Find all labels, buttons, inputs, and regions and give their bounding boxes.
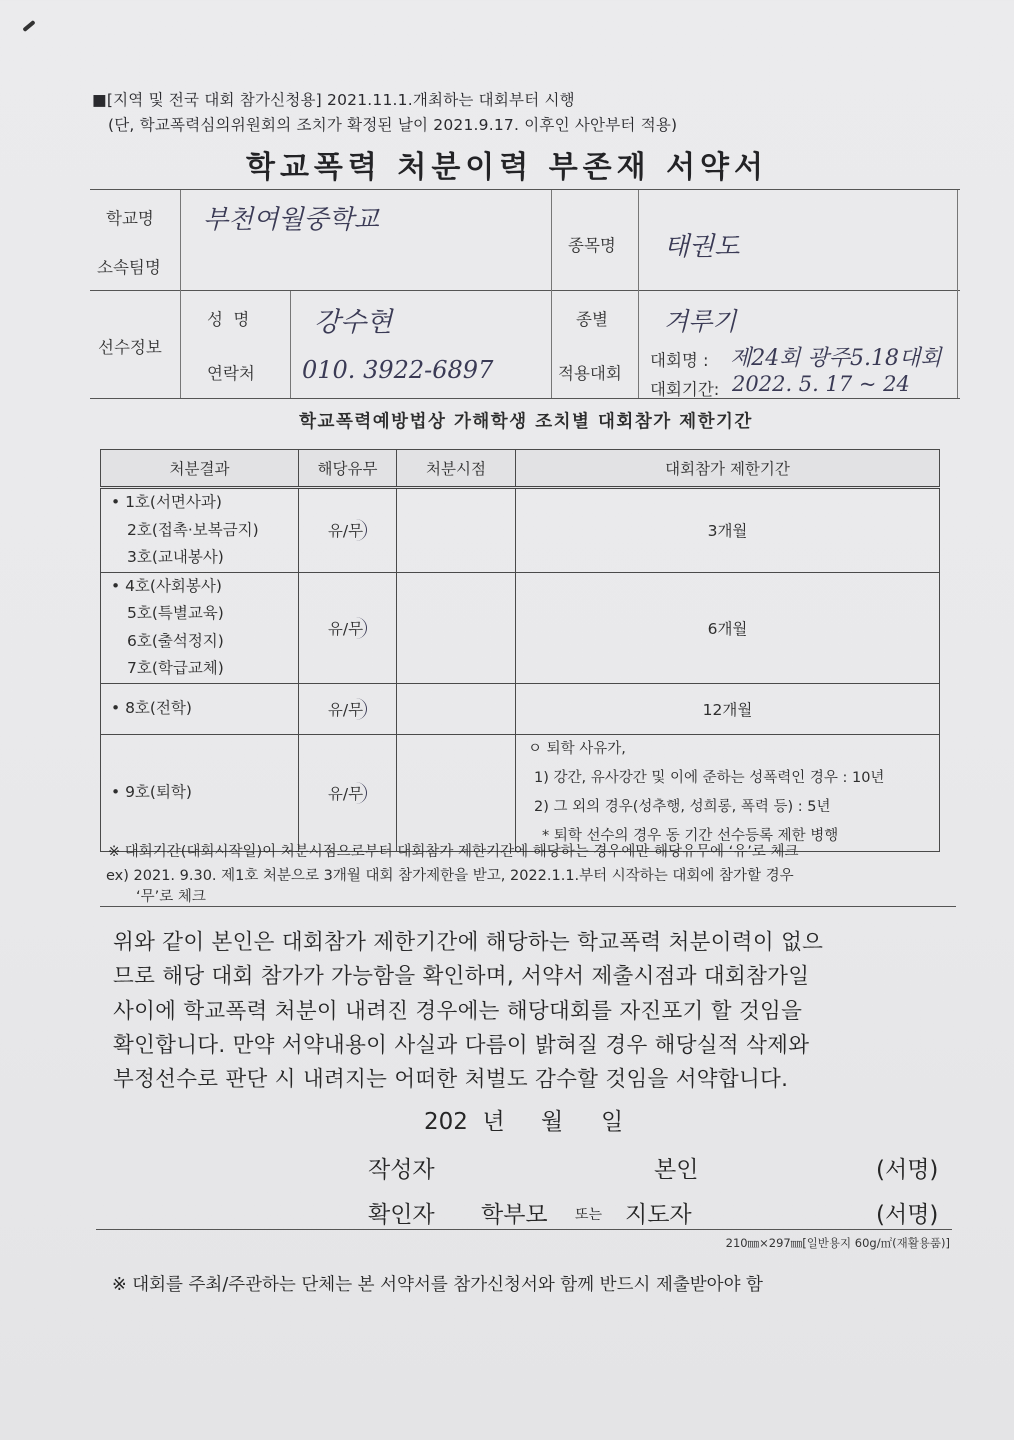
table-row [101,572,940,683]
period-cell: 12개월 [516,683,940,734]
restriction-table [100,449,940,852]
applicable-cell[interactable] [299,683,397,734]
confirmer-signature[interactable]: (서명) [876,1202,939,1228]
disposition-date-cell[interactable] [397,572,516,683]
date-month: 월 [541,1109,564,1135]
event-period-value: 2022. 5. 17 ~ 24 [732,372,910,396]
yes-no-choice[interactable]: 유/무 [328,782,367,804]
confirmer-label: 확인자 [368,1202,435,1228]
restriction-subtitle: 학교폭력예방법상 가해학생 조치별 대회참가 제한기간 [299,412,753,432]
example-note-cont: ‘무’로 체크 [136,889,206,905]
date-year: 202 년 [424,1109,505,1135]
col-applicable: 해당유무 [299,450,397,488]
result-cell [101,683,299,734]
result-item: • 8호(전학) [111,698,192,717]
sport-value: 태권도 [664,232,740,262]
footer-rule [96,1229,952,1230]
player-label: 선수정보 [98,338,162,357]
header-line-2: (단, 학교폭력심의위원회의 조치가 확정된 날이 2021.9.17. 이후인 사안부터 적용) [108,116,678,134]
event-name-value: 제24회 광주5.18대회 [730,346,942,371]
date-day: 일 [601,1109,624,1135]
event-label: 적용대회 [558,364,622,383]
parent-label: 학부모 [481,1202,548,1228]
applicable-cell[interactable] [299,734,397,851]
yes-no-choice[interactable]: 유/무 [328,698,367,720]
team-label: 소속팀명 [97,258,161,277]
notes-rule [100,906,956,907]
expulsion-note: ㅇ 퇴학 사유가, [528,740,626,757]
applicable-cell[interactable] [299,488,397,573]
result-item: • 9호(퇴학) [111,782,192,801]
contact-value: 010. 3922-6897 [302,356,494,384]
table-row [101,488,940,573]
school-value: 부천여월중학교 [203,205,379,235]
example-note: ex) 2021. 9.30. 제1호 처분으로 3개월 대회 참가제한을 받고, 2022.1.1.부터 시작하는 대회에 참가할 경우 [106,868,794,884]
name-label: 성 명 [207,310,250,329]
result-item: 5호(특별교육) [127,604,224,622]
header-line-1: ■[지역 및 전국 대회 참가신청용] 2021.11.1.개최하는 대회부터 시행 [92,91,575,109]
result-cell [101,488,299,573]
pledge-line: 사이에 학교폭력 처분이 내려진 경우에는 해당대회를 자진포기 할 것임을 [113,999,803,1024]
info-divider-1 [180,190,181,398]
disposition-date-cell[interactable] [397,488,516,573]
paper-spec: 210㎜×297㎜[일반용지 60g/㎡(재활용품)] [725,1236,950,1250]
info-divider-4 [290,291,291,398]
expulsion-note: * 퇴학 선수의 경우 동 기간 선수등록 제한 병행 [542,827,839,844]
contact-label: 연락처 [207,364,255,383]
submission-notice: ※ 대회를 주최/주관하는 단체는 본 서약서를 참가신청서와 함께 반드시 제출받아야 함 [112,1275,763,1295]
document-title: 학교폭력 처분이력 부존재 서약서 [245,150,769,185]
pledge-line: 므로 해당 대회 참가가 가능함을 확인하며, 서약서 제출시점과 대회참가일 [113,964,810,989]
expulsion-note: 2) 그 외의 경우(성추행, 성희롱, 폭력 등) : 5년 [534,798,831,815]
col-disposition-date: 처분시점 [397,450,516,488]
period-cell: 6개월 [516,572,940,683]
table-row [101,734,940,851]
info-divider-right [957,190,958,398]
result-cell [101,572,299,683]
gender-label: 종별 [576,310,608,329]
col-restriction-period: 대회참가 제한기간 [516,450,940,488]
info-bottom-rule [90,398,960,399]
result-cell [101,734,299,851]
col-result: 처분결과 [101,450,299,488]
writer-label: 작성자 [368,1157,435,1183]
pledge-line: 확인합니다. 만약 서약내용이 사실과 다름이 밝혀질 경우 해당실적 삭제와 [113,1033,810,1058]
expulsion-notes [516,734,940,851]
coach-label: 지도자 [625,1202,692,1228]
result-item: 3호(교내봉사) [127,548,224,566]
or-label: 또는 [575,1207,603,1223]
expulsion-note: 1) 강간, 유사강간 및 이에 준하는 성폭력인 경우 : 10년 [534,769,885,786]
sport-label: 종목명 [568,236,616,255]
disposition-date-cell[interactable] [397,683,516,734]
applicable-cell[interactable] [299,572,397,683]
name-value: 강수현 [314,307,393,338]
table-header-row [101,450,940,488]
result-item: • 4호(사회봉사) [111,576,222,595]
result-item: 2호(접촉·보복금지) [127,520,259,539]
result-item: 6호(출석정지) [127,631,224,650]
pen-mark [22,20,35,32]
period-cell: 3개월 [516,488,940,573]
table-row [101,683,940,734]
yes-no-choice[interactable]: 유/무 [328,617,367,639]
writer-role: 본인 [654,1157,699,1183]
info-divider-2 [551,190,552,398]
pledge-line: 위와 같이 본인은 대회참가 제한기간에 해당하는 학교폭력 처분이력이 없으 [113,930,824,955]
event-period-label: 대회기간: [650,380,720,399]
gender-value: 겨루기 [664,307,737,336]
event-name-label: 대회명 : [650,351,709,370]
school-label: 학교명 [106,209,154,228]
info-top-rule [90,189,960,190]
disposition-date-cell[interactable] [397,734,516,851]
info-mid-rule [90,290,960,291]
result-item: 7호(학급교체) [127,659,224,677]
writer-signature[interactable]: (서명) [876,1157,939,1183]
yes-no-choice[interactable]: 유/무 [328,519,367,541]
check-note: ※ 대회기간(대회시작일)이 처분시점으로부터 대회참가 제한기간에 해당하는 경우에만 해당유무에 ‘유’로 체크 [108,844,799,860]
pledge-line: 부정선수로 판단 시 내려지는 어떠한 처벌도 감수할 것임을 서약합니다. [113,1067,789,1092]
result-item: • 1호(서면사과) [111,493,222,511]
info-divider-3 [638,190,639,398]
